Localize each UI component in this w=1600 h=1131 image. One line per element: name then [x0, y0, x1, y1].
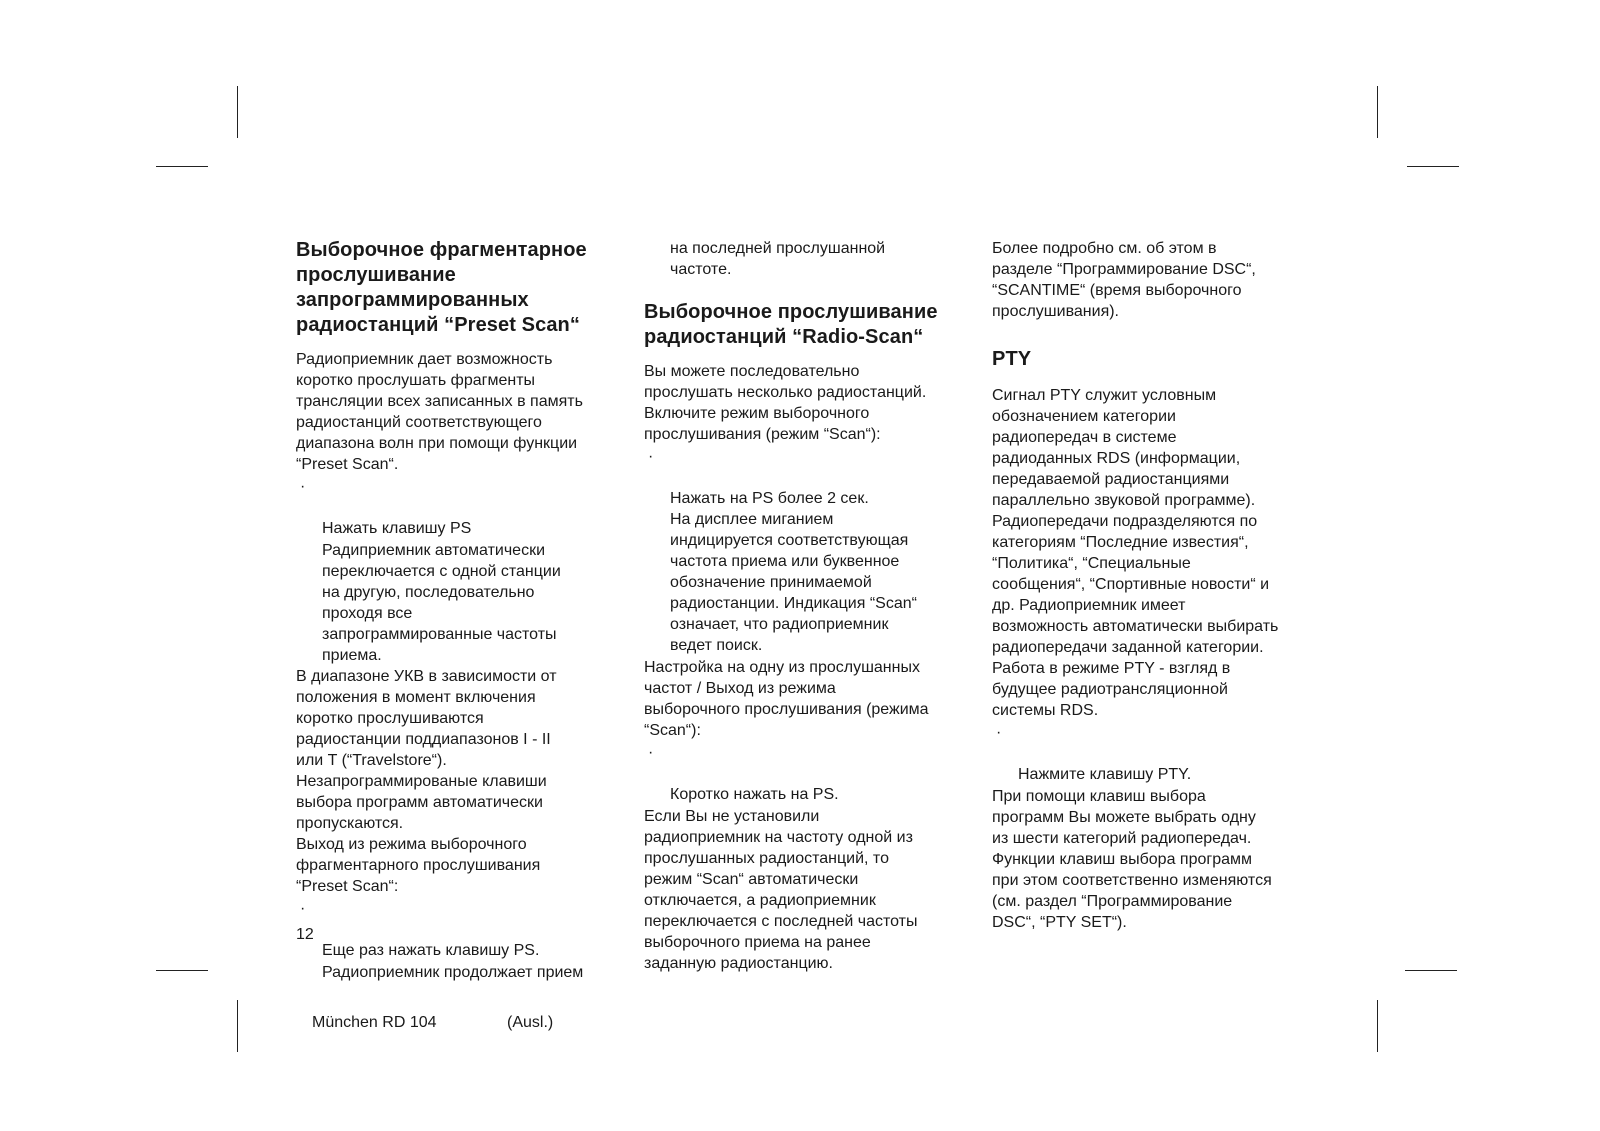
- bullet-detail: Радиоприемник продолжает прием: [322, 964, 584, 981]
- bullet-text: Нажмите клавишу PTY.: [1018, 766, 1192, 783]
- footer-edition: (Ausl.): [507, 1014, 554, 1031]
- page-number: 12: [296, 926, 314, 943]
- crop-mark: [237, 86, 238, 138]
- crop-mark: [1405, 970, 1457, 971]
- bullet-dot: ·: [648, 448, 654, 465]
- bullet-text: Коротко нажать на PS.: [670, 786, 839, 803]
- bullet-dot: ·: [300, 900, 306, 917]
- crop-mark: [1407, 166, 1459, 167]
- heading-preset-scan: Выборочное фрагментарное прослушивание запрограммированных радиостанций “Preset Scan“: [296, 239, 587, 336]
- footer-model: München RD 104: [312, 1014, 437, 1031]
- paragraph: Вы можете последовательно прослушать несколько радиостанций. Включите режим выборочного прослушивания (режим “Scan“):: [644, 363, 927, 443]
- paragraph: При помощи клавиш выбора программ Вы можете выбрать одну из шести категорий радиопередач. Функции клавиш выбора программ при этом соответственно изменяются (см. раздел “Программирование DSC“, “PTY SET“).: [992, 788, 1272, 931]
- column-pty: [992, 238, 1327, 933]
- paragraph: Более подробно см. об этом в разделе “Программирование DSC“, “SCANTIME“ (время выборочного прослушивания).: [992, 240, 1256, 320]
- bullet-item: [296, 476, 631, 539]
- heading-radio-scan: Выборочное прослушивание радиостанций “Radio-Scan“: [644, 301, 938, 348]
- bullet-dot: ·: [996, 724, 1002, 741]
- column-preset-scan: [296, 238, 631, 983]
- bullet-title: Еще раз нажать клавишу PS.: [322, 942, 540, 959]
- bullet-item: [992, 722, 1327, 785]
- bullet-title: Нажать клавишу PS: [322, 520, 472, 537]
- column-radio-scan: [644, 238, 979, 974]
- bullet-text: Нажать на PS более 2 сек. На дисплее миганием индицируется соответствующая частота приема или буквенное обозначение принимаемой радиостанции. Индикация “Scan“ означает, что радиоприемник ведет поиск.: [670, 490, 917, 654]
- paragraph: Если Вы не установили радиоприемник на частоту одной из прослушанных радиостанций, то режим “Scan“ автоматически отключается, а радиоприемник переключается с последней частоты выборочного приема на ранее заданную радиостанцию.: [644, 808, 918, 972]
- crop-mark: [156, 970, 208, 971]
- crop-mark: [237, 1000, 238, 1052]
- bullet-detail: Радиприемник автоматически переключается с одной станции на другую, последовательно проходя все запрограммированные частоты приема.: [322, 542, 561, 664]
- bullet-item: [644, 742, 979, 805]
- crop-mark: [156, 166, 208, 167]
- heading-pty: PTY: [992, 348, 1032, 370]
- crop-mark: [1377, 1000, 1378, 1052]
- bullet-dot: ·: [648, 744, 654, 761]
- bullet-item: [644, 446, 979, 656]
- continued-text: на последней прослушанной частоте.: [670, 240, 886, 278]
- paragraph: Настройка на одну из прослушанных частот / Выход из режима выборочного прослушивания (режима “Scan“):: [644, 659, 929, 739]
- paragraph: Радиоприемник дает возможность коротко прослушать фрагменты трансляции всех записанных в память радиостанций соответствующего диапазона волн при помощи функции “Preset Scan“.: [296, 351, 583, 473]
- paragraph: Сигнал PTY служит условным обозначением категории радиопередач в системе радиоданных RDS (информации, передаваемой радиостанциями параллельно звуковой программе). Радиопередачи подразделяются по категориям “Последние известия“, “Политика“, “Специальные сообщения“, “Спортивные новости“ и др. Радиоприемник имеет возможность автоматически выбирать радиопередачи заданной категории. Работа в режиме PTY - взгляд в будущее радиотрансляционной системы RDS.: [992, 387, 1279, 719]
- bullet-item: [296, 898, 631, 961]
- bullet-dot: ·: [300, 478, 306, 495]
- paragraph: В диапазоне УКВ в зависимости от положения в момент включения коротко прослушиваются радиостанции поддиапазонов I - II или T (“Travelstore“). Незапрограммированые клавиши выбора программ автоматически пропускаются. Выход из режима выборочного фрагментарного прослушивания “Preset Scan“:: [296, 668, 557, 895]
- crop-mark: [1377, 86, 1378, 138]
